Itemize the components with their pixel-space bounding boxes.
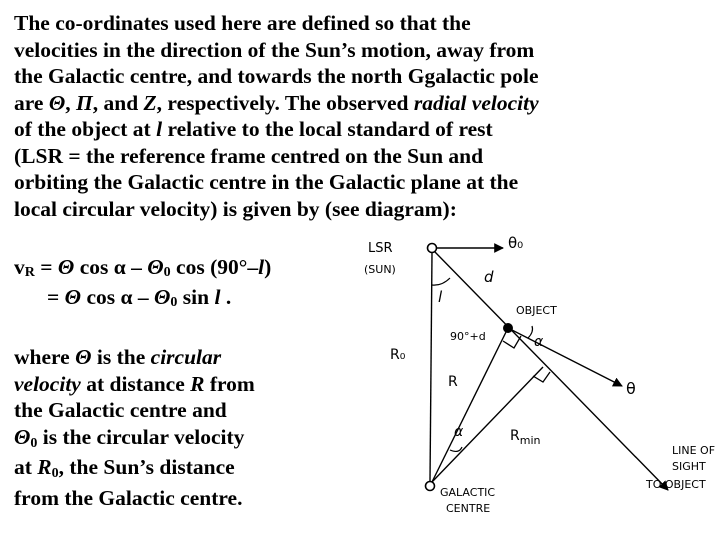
z-symbol: Z (143, 90, 157, 115)
explanation-line (14, 454, 344, 485)
intro-line: the Galactic centre, and towards the north Ggalactic pole (14, 64, 539, 88)
zero-subscript: 0 (51, 466, 59, 481)
zero-subscript: 0 (170, 295, 178, 310)
l-angle-arc (432, 278, 450, 285)
alpha-label: α (534, 334, 544, 350)
text: at distance (80, 371, 191, 396)
theta-arrow (508, 328, 622, 386)
galactic-centre-marker (426, 482, 435, 491)
zero-subscript: 0 (30, 435, 38, 451)
zero-subscript: 0 (163, 265, 171, 280)
lsr-label: LSR (368, 241, 393, 256)
theta0-symbol: Θ (153, 285, 171, 309)
theta-symbol: Θ (48, 90, 66, 115)
intro-line: (LSR = the reference frame centred on the Sun and (14, 143, 484, 168)
text: , the Sun’s distance (58, 455, 235, 479)
theta0-symbol: Θ (14, 424, 31, 449)
galactic-geometry-diagram (350, 228, 720, 540)
velocity-term: velocity (14, 371, 81, 396)
text: is the (91, 345, 151, 369)
r0-symbol: R (37, 455, 52, 479)
eq-text: cos (90°– (170, 255, 259, 279)
d-label: d (484, 268, 494, 286)
explanation-line (14, 344, 344, 371)
explanation-line: from the Galactic centre. (14, 485, 243, 510)
l-symbol: l (156, 117, 163, 141)
sun-marker (428, 244, 437, 253)
text: is the circular velocity (37, 424, 245, 449)
right-angle-marker (533, 372, 550, 382)
theta-label: θ (626, 379, 636, 398)
r-symbol: R (190, 371, 205, 396)
eq-text: cos α – (74, 255, 148, 279)
explanation-line: the Galactic centre and (14, 398, 227, 422)
explanation-line (14, 371, 344, 398)
text: are (14, 90, 49, 115)
text: , respectively. The observed (156, 90, 414, 115)
eq-text: = (47, 285, 65, 309)
object-marker (503, 323, 513, 333)
eq-text: cos α – (81, 285, 154, 309)
text: of the object at (14, 117, 157, 141)
line-of-sight-label: TO OBJECT (646, 478, 706, 491)
object-label: OBJECT (516, 304, 557, 317)
alpha-angle-arc (528, 326, 533, 338)
text: from (204, 371, 255, 396)
galactic-centre-label: GALACTIC (440, 486, 496, 499)
intro-line: local circular velocity) is given by (see diagram): (14, 196, 457, 221)
alpha-angle-arc (450, 447, 462, 451)
r-line (432, 328, 508, 482)
radial-velocity-term: radial velocity (413, 90, 539, 115)
text: at (14, 455, 38, 479)
equation-line-2 (47, 285, 231, 310)
text: , (65, 90, 76, 115)
line-of-sight-label: LINE OF (672, 444, 716, 457)
rmin-r: R (510, 428, 520, 444)
line-of-sight-label: SIGHT (672, 460, 706, 473)
vr-subscript: R (24, 265, 35, 280)
eq-text: . (220, 285, 232, 309)
intro-line (14, 90, 714, 117)
theta-symbol: Θ (75, 345, 92, 369)
r-label: R (448, 374, 458, 390)
circular-term: circular (150, 345, 222, 369)
l-symbol: l (258, 255, 265, 279)
eq-text: sin (177, 285, 215, 309)
alpha-label: α (454, 424, 464, 440)
theta0-symbol: Θ (147, 255, 164, 279)
text: , and (92, 90, 144, 115)
l-symbol: l (214, 285, 221, 309)
rmin-sub: min (519, 434, 541, 447)
intro-line (14, 116, 714, 143)
eq-text: = (34, 255, 58, 279)
sun-label: (SUN) (364, 263, 396, 276)
intro-paragraph (14, 10, 714, 222)
r0-line (430, 253, 432, 481)
text: where (14, 345, 76, 369)
intro-line: velocities in the direction of the Sun’s motion, away from (14, 37, 535, 62)
intro-line: orbiting the Galactic centre in the Galactic plane at the (14, 170, 519, 194)
pi-symbol: Π (76, 90, 93, 115)
line-of-sight (435, 252, 668, 490)
theta-symbol: Θ (57, 255, 75, 279)
theta0-label: θ₀ (508, 234, 524, 252)
angle-label: 90°+d (450, 330, 486, 343)
galactic-centre-label: CENTRE (446, 502, 491, 515)
r0-label: R₀ (390, 347, 406, 363)
equation-line-1 (14, 255, 271, 280)
eq-text: ) (264, 255, 272, 279)
intro-line: The co-ordinates used here are defined so that the (14, 11, 471, 35)
text: relative to the local standard of rest (162, 117, 493, 141)
vr-v: v (14, 255, 25, 279)
l-label: l (438, 288, 443, 306)
rmin-label (510, 428, 541, 447)
theta-symbol: Θ (64, 285, 82, 309)
explanation-line (14, 424, 344, 455)
explanation-paragraph (14, 344, 344, 511)
